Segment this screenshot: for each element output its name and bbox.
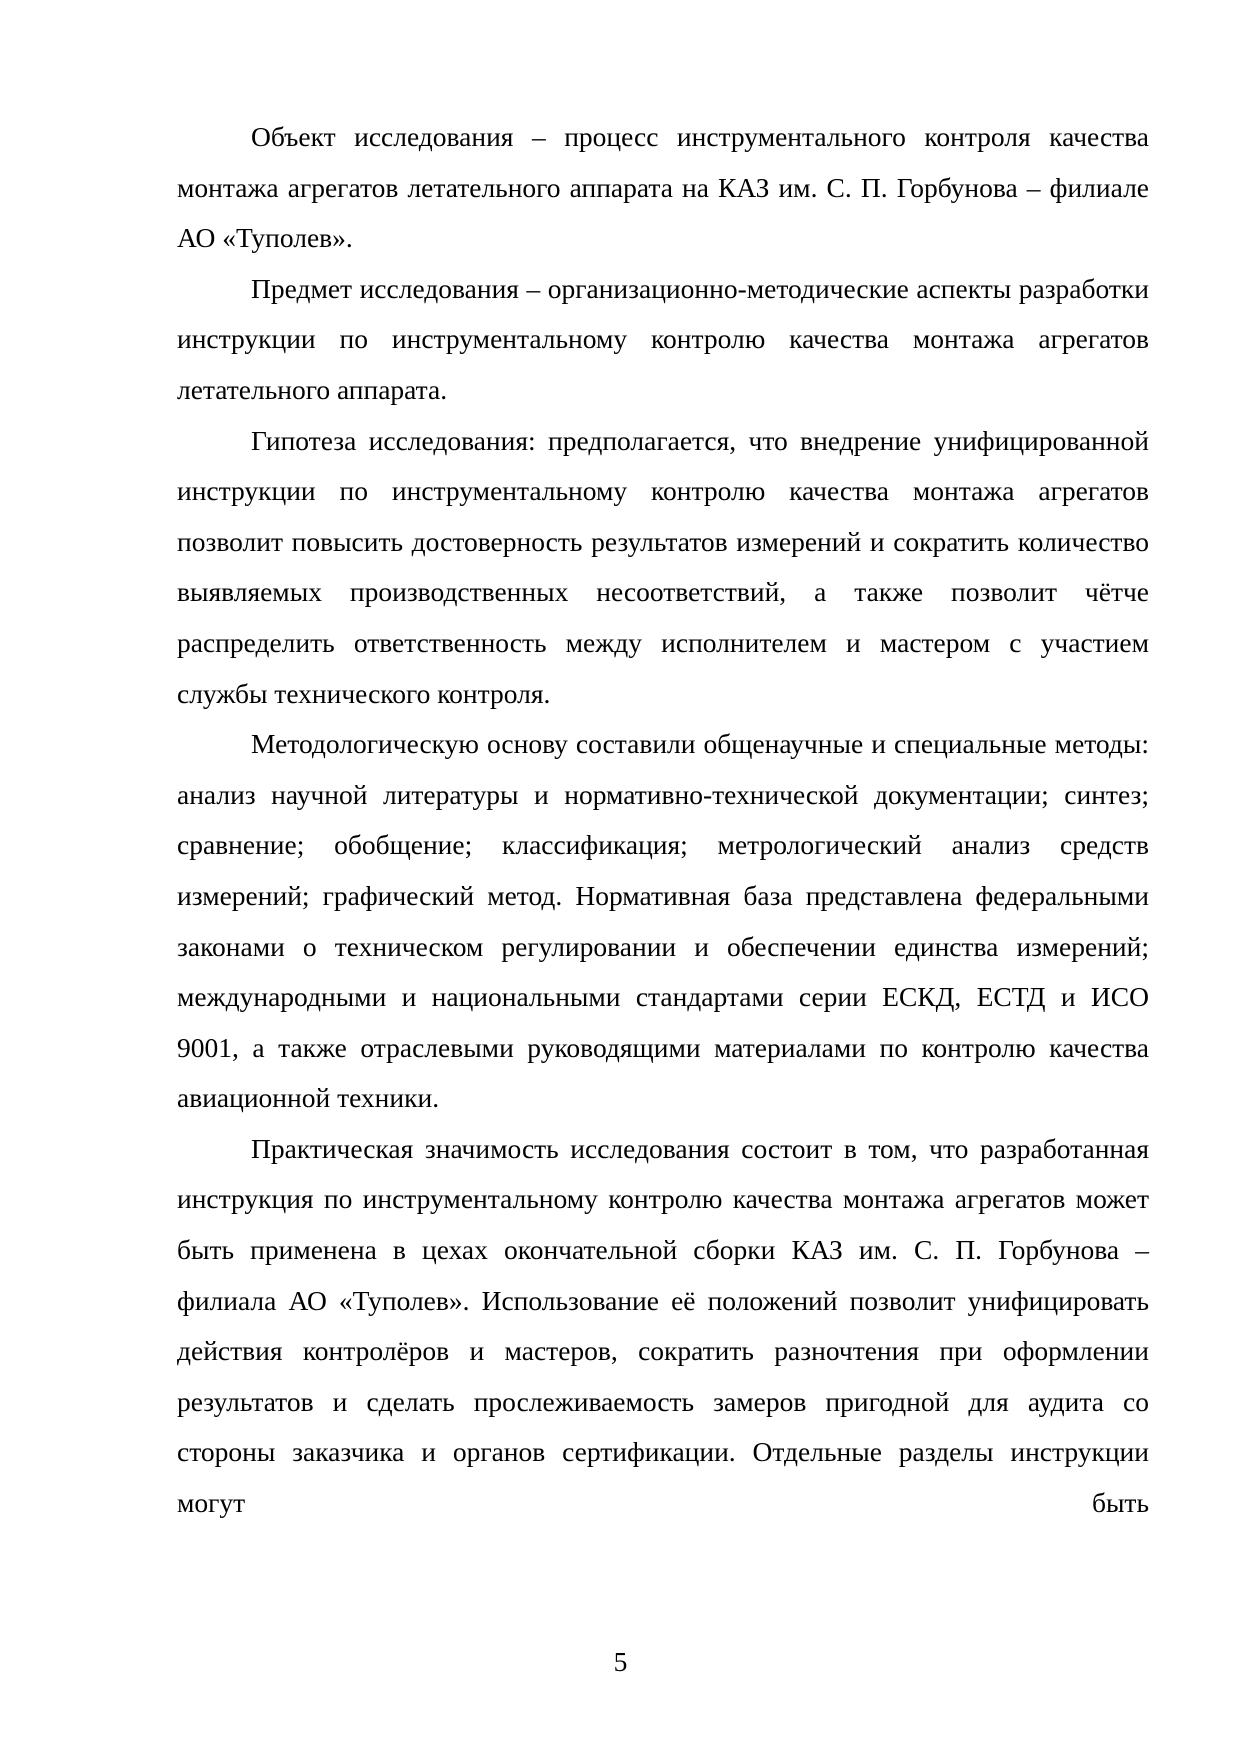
paragraph-practical-significance: Практическая значимость исследования состоит в том, что разработанная инструкция по инструментальному контролю качества монтажа агрегатов может быть применена в цехах окончательной сборки КАЗ им. С. П. Горбунова – филиала АО «Туполев». Использование её положений позволит унифицировать действия контролёров и мастеров, сократить разночтения при оформлении результатов и сделать прослеживаемость замеров пригодной для аудита со стороны заказчика и органов сертификации. Отдельные разделы инструкции могут быть bbox=[177, 1132, 1149, 1519]
paragraph-research-object: Объект исследования – процесс инструментального контроля качества монтажа агрегатов летательного аппарата на КАЗ им. С. П. Горбунова – филиале АО «Туполев». bbox=[177, 121, 1149, 254]
page-number: 5 bbox=[613, 1646, 628, 1677]
paragraph-hypothesis: Гипотеза исследования: предполагается, что внедрение унифицированной инструкции по инструментальному контролю качества монтажа агрегатов позволит повысить достоверность результатов измерений и сократить количество выявляемых производственных несоответствий, а также позволит чётче распределить ответственность между исполнителем и мастером с участием службы технического контроля. bbox=[177, 424, 1149, 709]
body-text bbox=[177, 112, 1149, 1529]
paragraph-methodology: Методологическую основу составили общенаучные и специальные методы: анализ научной литературы и нормативно-технической документации; синтез; сравнение; обобщение; классификация; метрологический анализ средств измерений; графический метод. Нормативная база представлена федеральными законами о техническом регулировании и обеспечении единства измерений; международными и национальными стандартами серии ЕСКД, ЕСТД и ИСО 9001, а также отраслевыми руководящими материалами по контролю качества авиационной техники. bbox=[177, 728, 1149, 1114]
paragraph-research-subject: Предмет исследования – организационно-методические аспекты разработки инструкции по инструментальному контролю качества монтажа агрегатов летательного аппарата. bbox=[177, 272, 1149, 405]
